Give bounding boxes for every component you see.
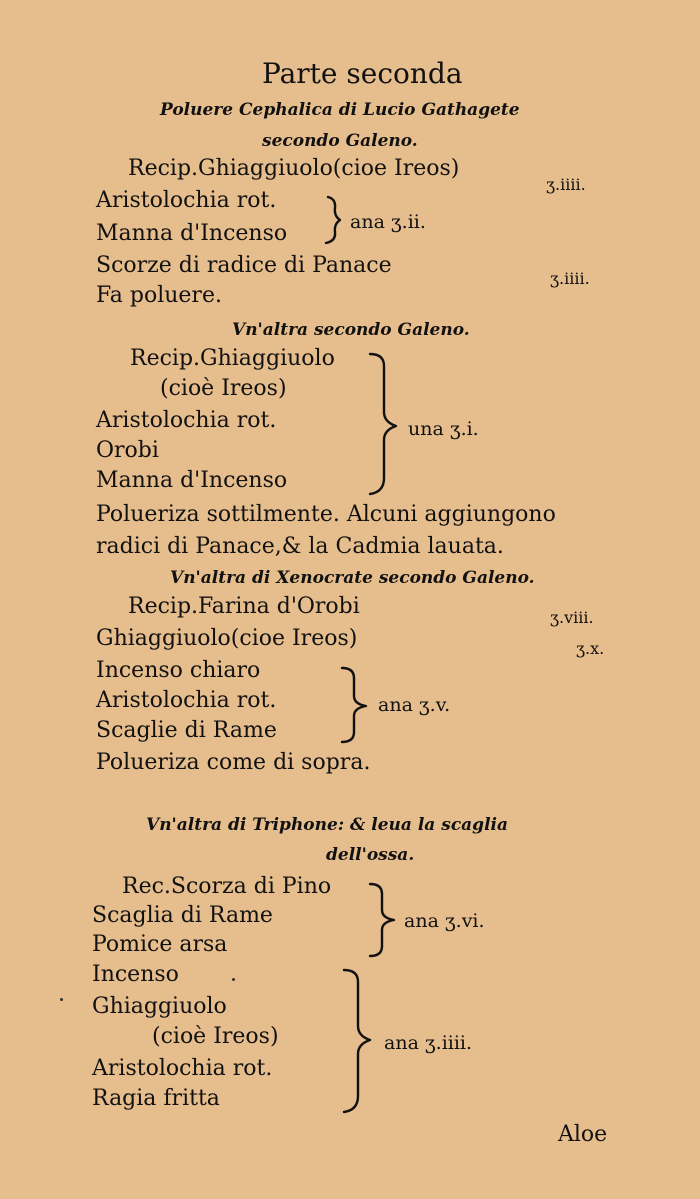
recipe-line: Aristolochia rot. (96, 188, 277, 213)
grouped-quantity: ana ʒ.ii. (350, 211, 426, 233)
recipe-line: radici di Panace,& la Cadmia lauata. (96, 534, 504, 559)
brace-icon (366, 350, 410, 500)
recipe-line: (cioè Ireos) (152, 1024, 279, 1049)
ink-speck (232, 978, 235, 981)
recipe-line: Recip.Ghiaggiuolo (130, 346, 335, 371)
recipe-line: Scaglie di Rame (96, 718, 277, 743)
section-1-heading-line-2: secondo Galeno. (262, 131, 418, 151)
page-title: Parte seconda (262, 57, 463, 90)
recipe-line: Aristolochia rot. (96, 408, 277, 433)
recipe-line: Recip.Farina d'Orobi (128, 594, 360, 619)
recipe-line: Scorze di radice di Panace (96, 253, 392, 278)
recipe-line: Rec.Scorza di Pino (122, 874, 332, 899)
quantity: ʒ.iiii. (546, 175, 586, 194)
brace-icon (322, 194, 352, 246)
recipe-line: Incenso chiaro (96, 658, 261, 683)
recipe-line: Fa poluere. (96, 283, 222, 308)
grouped-quantity: ana ʒ.vi. (404, 910, 485, 932)
recipe-line: Incenso (92, 962, 179, 987)
catchword: Aloe (558, 1122, 608, 1147)
recipe-line: Ghiaggiuolo (92, 994, 227, 1019)
recipe-line: Pomice arsa (92, 932, 228, 957)
recipe-line: Manna d'Incenso (96, 221, 288, 246)
grouped-quantity: ana ʒ.iiii. (384, 1032, 473, 1054)
recipe-line: Recip.Ghiaggiuolo(cioe Ireos) (128, 156, 460, 181)
recipe-line: Manna d'Incenso (96, 468, 288, 493)
section-4-heading-line-2: dell'ossa. (326, 845, 415, 865)
section-1-heading-line-1: Poluere Cephalica di Lucio Gathagete (160, 100, 520, 120)
recipe-line: Ragia fritta (92, 1086, 220, 1111)
recipe-line: Polueriza sottilmente. Alcuni aggiungono (96, 502, 556, 527)
brace-icon (366, 880, 406, 960)
recipe-line: Aristolochia rot. (96, 688, 277, 713)
recipe-line: Ghiaggiuolo(cioe Ireos) (96, 626, 358, 651)
section-4-heading-line-1: Vn'altra di Triphone: & leua la scaglia (146, 815, 508, 835)
brace-icon (338, 664, 378, 746)
recipe-line: Aristolochia rot. (92, 1056, 273, 1081)
quantity: ʒ.x. (576, 639, 605, 658)
brace-icon (340, 966, 384, 1116)
recipe-line: Polueriza come di sopra. (96, 750, 371, 775)
recipe-line: (cioè Ireos) (160, 376, 287, 401)
grouped-quantity: una ʒ.i. (408, 418, 479, 440)
quantity: ʒ.viii. (550, 608, 594, 627)
recipe-line: Orobi (96, 438, 159, 463)
recipe-line: Scaglia di Rame (92, 903, 273, 928)
section-3-heading: Vn'altra di Xenocrate secondo Galeno. (170, 568, 535, 588)
quantity: ʒ.iiii. (550, 269, 590, 288)
section-2-heading: Vn'altra secondo Galeno. (232, 320, 470, 340)
ink-speck (60, 998, 63, 1001)
grouped-quantity: ana ʒ.v. (378, 694, 451, 716)
